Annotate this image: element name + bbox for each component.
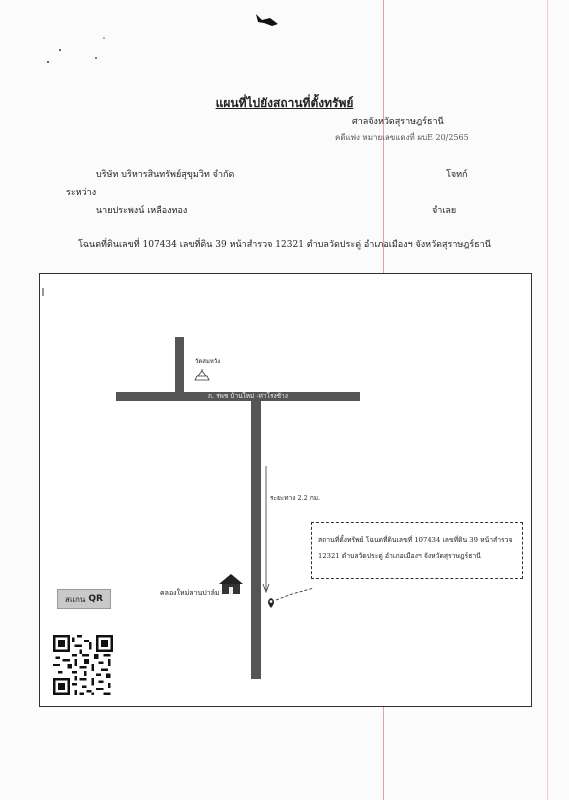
scan-specks	[40, 10, 340, 70]
temple-icon	[193, 368, 211, 382]
plaintiff-name: บริษัท บริหารสินทรัพย์สุขุมวิท จำกัด	[96, 170, 235, 180]
scan-line	[547, 0, 548, 800]
map-decor	[40, 274, 531, 706]
distance-label: ระยะทาง 2.2 กม.	[270, 494, 321, 502]
callout-leader	[270, 570, 330, 606]
case-number: คดีแพ่ง หมายเลขแดงที่ ผบE 20/2565	[335, 133, 469, 142]
access-road	[251, 401, 261, 679]
deed-description: โฉนดที่ดินเลขที่ 107434 เลขที่ดิน 39 หน้าสำรวจ 12321 ตำบลวัดประดู่ อำเภอเมืองฯ จังหวัดสุราษฎร์ธานี	[78, 240, 491, 250]
house-icon	[218, 573, 244, 595]
page-title: แผนที่ไปยังสถานที่ตั้งทรัพย์	[215, 96, 354, 110]
scan-prefix: สแกน	[65, 594, 86, 604]
scan-qr-button[interactable]	[57, 589, 111, 609]
defendant-role: จำเลย	[432, 206, 457, 216]
court-name: ศาลจังหวัดสุราษฎร์ธานี	[352, 117, 444, 127]
qr-label: QR	[88, 594, 103, 604]
property-callout	[311, 522, 523, 579]
temple-label: วัดสมหวัง	[195, 358, 221, 365]
side-road	[175, 337, 184, 392]
callout-line-2: 12321 ตำบลวัดประดู่ อำเภอเมืองฯ จังหวัดสุราษฎร์ธานี	[318, 552, 481, 560]
between-label: ระหว่าง	[66, 188, 97, 198]
canal-label: คลองใหม่ลานปาล์ม	[160, 589, 220, 597]
plaintiff-role: โจทก์	[446, 170, 468, 180]
callout-line-1: สถานที่ตั้งทรัพย์ โฉนดที่ดินเลขที่ 107434 เลขที่ดิน 39 หน้าสำรวจ	[318, 536, 513, 544]
location-pin-icon	[266, 597, 276, 609]
qr-code-icon[interactable]	[53, 635, 113, 695]
defendant-name: นายประพงน์ เหลืองทอง	[96, 206, 188, 216]
road-label: ถ. รพช บ้านใหม่ -ท่าโรงช้าง	[208, 392, 288, 400]
